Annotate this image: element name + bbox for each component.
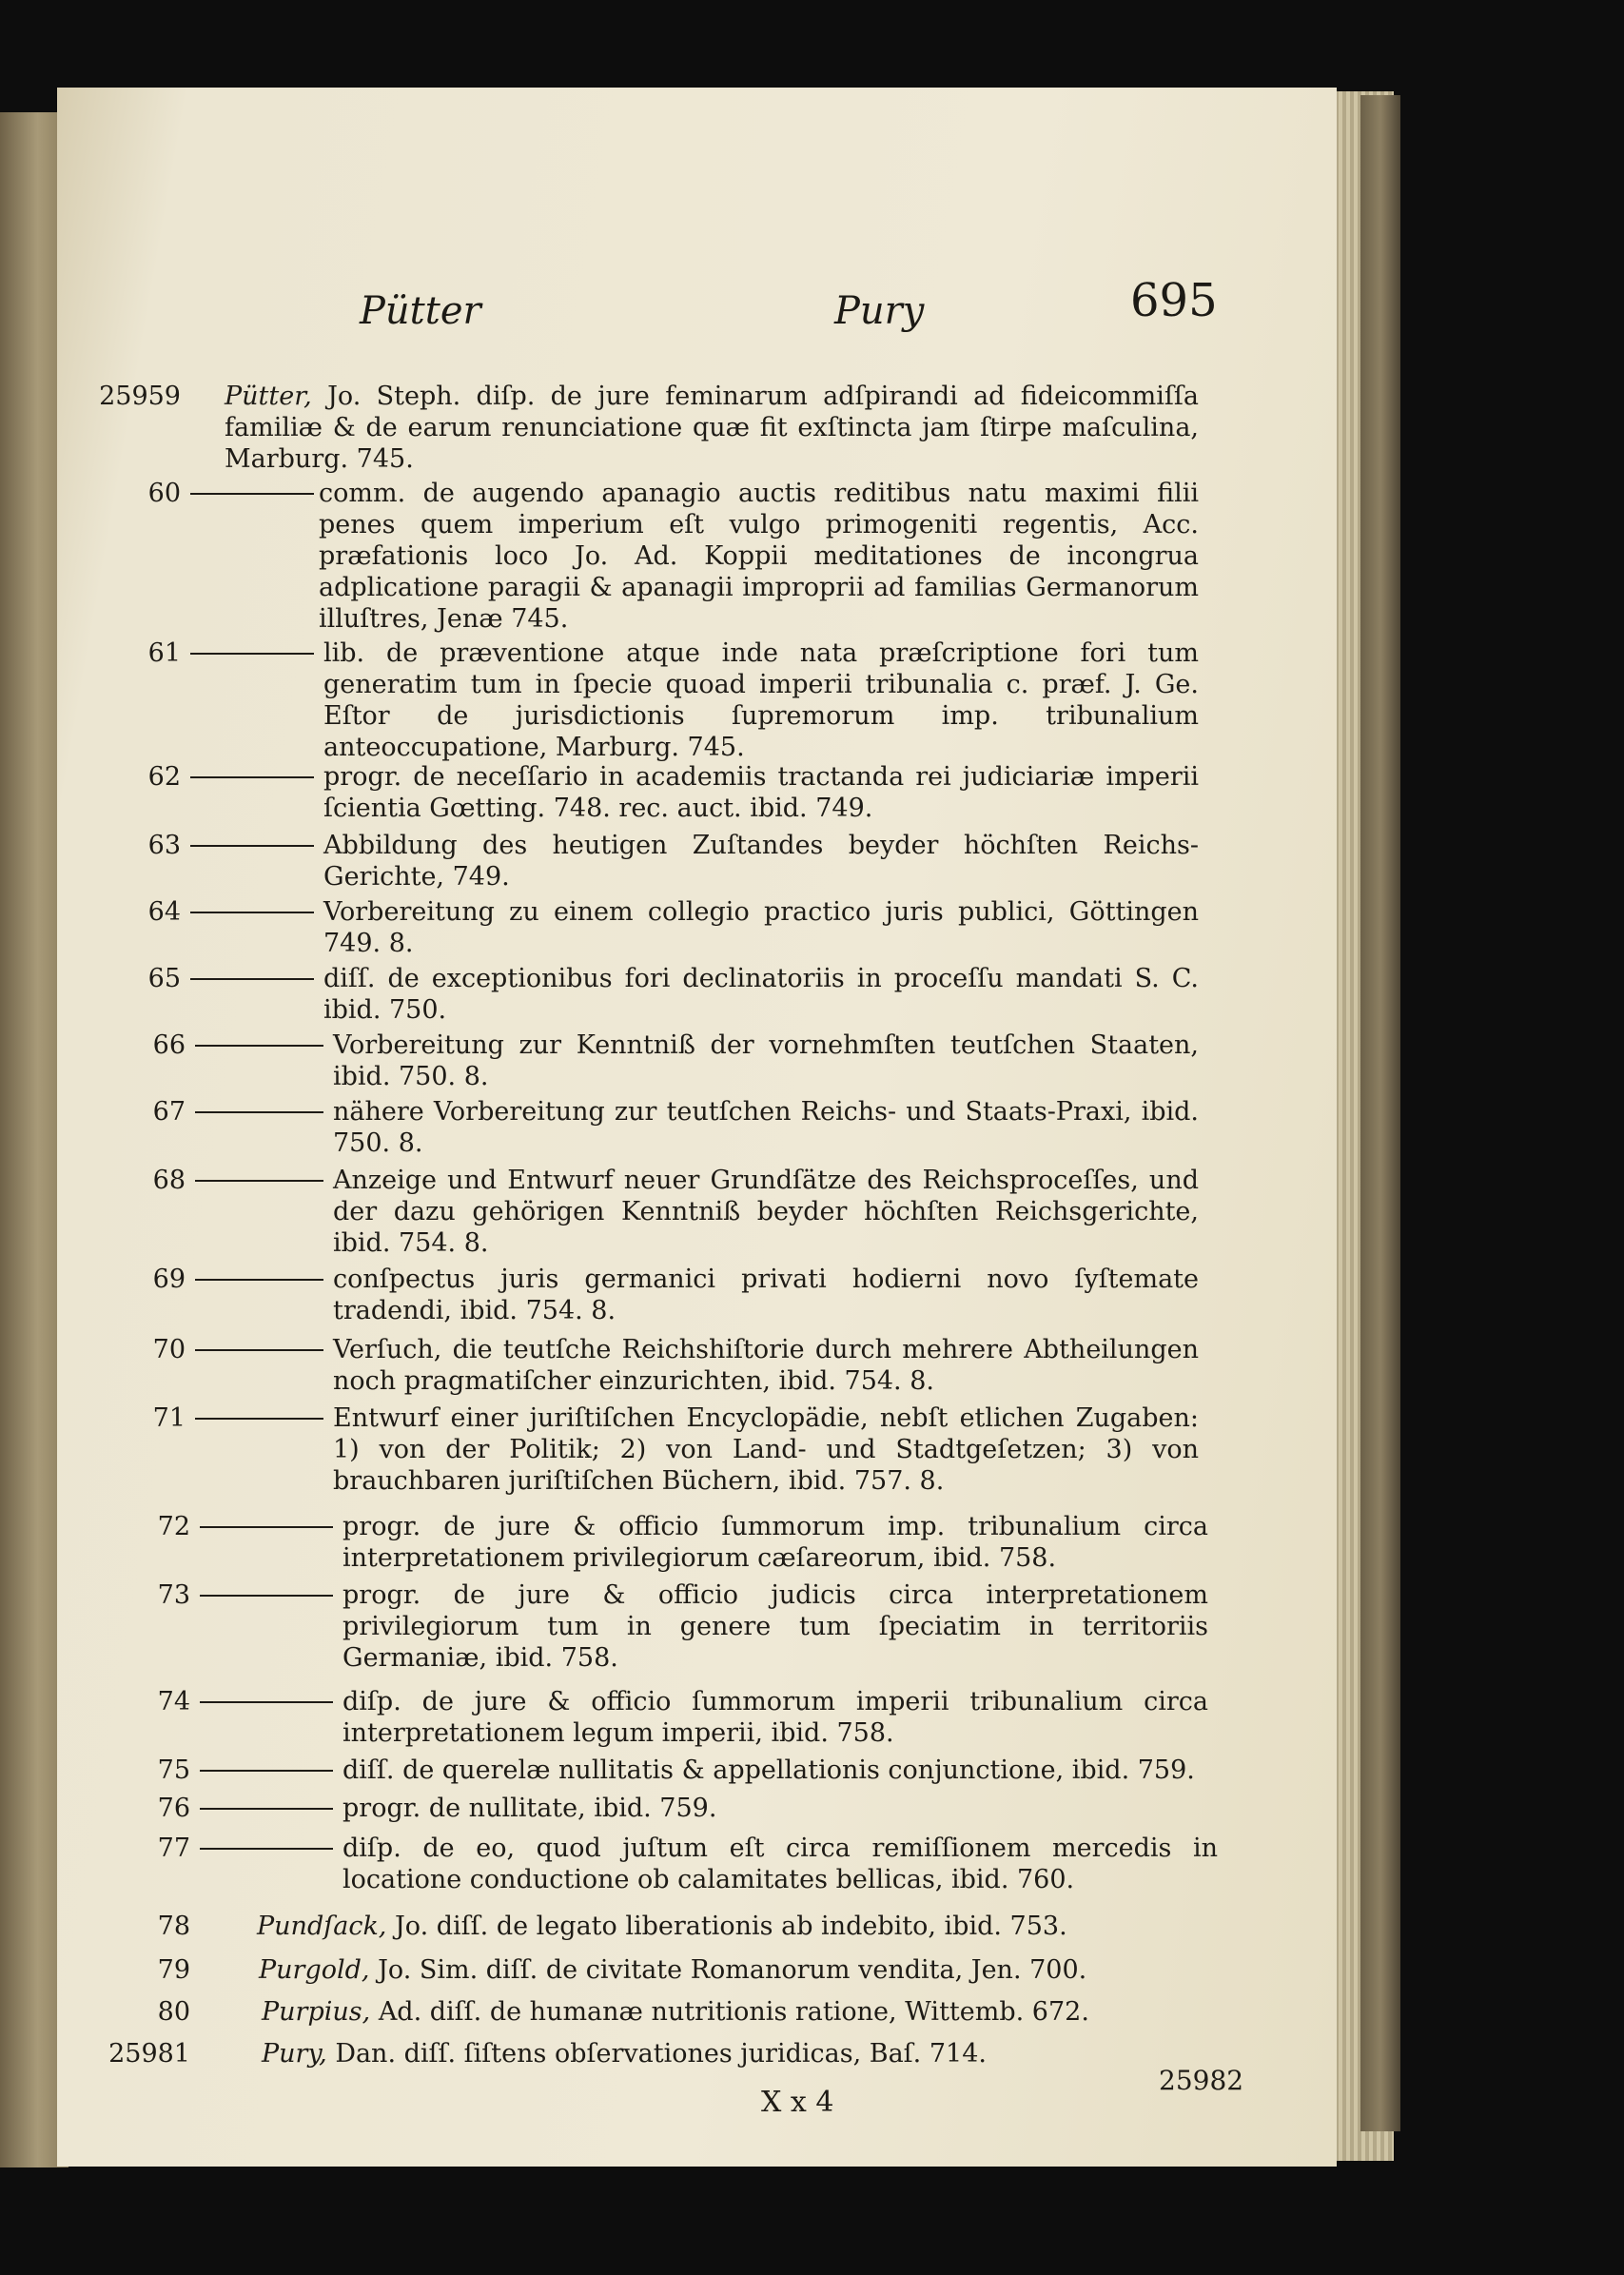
entry-number: 68 (152, 1166, 186, 1195)
entry-text (262, 2038, 1213, 2069)
ditto-dash (190, 912, 314, 913)
entry-body: diſp. de eo, quod juſtum eſt circa remiſſionem mercedis in locatione conductione ob calamitates bellicas, ibid. 760. (342, 1834, 1218, 1894)
entry-body: diſſ. de querelæ nullitatis & appellationis conjunctione, ibid. 759. (342, 1755, 1195, 1785)
entry-body: diſp. de jure & officio ſummorum imperii tribunalium circa interpretationem legum imperii, ibid. 758. (342, 1687, 1208, 1748)
entry-number: 67 (152, 1097, 186, 1127)
entry-number: 25959 (99, 382, 181, 411)
entry-body: progr. de jure & officio judicis circa interpretationem privilegiorum tum in genere tum ſpeciatim in territoriis Germaniæ, ibid. 758. (342, 1580, 1208, 1673)
entry-body: Ad. diſſ. de humanæ nutritionis ratione, Wittemb. 672. (378, 1997, 1089, 2027)
ditto-dash (190, 776, 314, 778)
entry-number: 73 (157, 1580, 190, 1610)
ditto-dash (200, 1701, 333, 1703)
entry-number: 75 (157, 1755, 190, 1785)
page-number: 695 (1130, 274, 1218, 327)
entry-author: Purgold, (259, 1955, 370, 1985)
entry-author: Pütter, (225, 382, 312, 411)
ditto-dash (195, 1180, 323, 1182)
entry-body: lib. de præventione atque inde nata præſcriptione fori tum generatim tum in ſpecie quoad imperii tribunalia c. præf. J. Ge. Eſtor de jurisdictionis ſupremorum imp. tribunalium anteoccupatione, Marburg. 745. (323, 638, 1199, 762)
entry-number: 61 (147, 638, 181, 668)
ditto-dash (190, 978, 314, 980)
entry-body: Anzeige und Entwurf neuer Grundſätze des Reichsproceſſes, und der dazu gehörigen Kenntniß beyder höchſten Reichsgerichte, ibid. 754. 8. (333, 1166, 1199, 1258)
entry-text (262, 1996, 1213, 2028)
entry-body: Vorbereitung zu einem collegio practico juris publici, Göttingen 749. 8. (323, 897, 1199, 958)
entry-number: 80 (157, 1997, 190, 2027)
entry-number: 76 (157, 1794, 190, 1823)
entry-number: 66 (152, 1030, 186, 1060)
ditto-dash (195, 1045, 323, 1047)
entry-body: Entwurf einer juriſtiſchen Encyclopädie, nebſt etlichen Zugaben: 1) von der Politik; 2) von Land- und Stadtgeſetzen; 3) von brauchbaren juriſtiſchen Büchern, ibid. 757. 8. (333, 1403, 1199, 1496)
book-cover (1360, 95, 1400, 2131)
entry-number: 71 (152, 1403, 186, 1433)
entry-number: 64 (147, 897, 181, 927)
catchword: 25982 (1159, 2065, 1244, 2096)
entry-body: comm. de augendo apanagio auctis reditibus natu maximi filii penes quem imperium eſt vulgo primogeniti regentis, Acc. præfationis loco Jo. Ad. Koppii meditationes de incongrua adplicatione paragii & apanagii improprii ad familias Germanorum illuſtres, Jenæ 745. (319, 479, 1199, 634)
entry-body: Jo. Sim. diſſ. de civitate Romanorum vendita, Jen. 700. (378, 1955, 1087, 1985)
entry-number: 25981 (108, 2039, 190, 2069)
entry-text (225, 381, 1199, 475)
entry-number: 63 (147, 831, 181, 860)
ditto-dash (200, 1848, 333, 1850)
entry-body: Jo. Steph. diſp. de jure feminarum adſpirandi ad fideicommiſſa familiæ & de earum renunciatione quæ fit exſtincta jam ſtirpe maſculina, Marburg. 745. (225, 382, 1199, 474)
entry-body: progr. de jure & officio ſummorum imp. tribunalium circa interpretationem privilegiorum cæſareorum, ibid. 758. (342, 1512, 1208, 1573)
entry-number: 70 (152, 1335, 186, 1364)
ditto-dash (195, 1279, 323, 1281)
entry-number: 72 (157, 1512, 190, 1541)
entry-number: 77 (157, 1834, 190, 1863)
ditto-dash (195, 1111, 323, 1113)
ditto-dash (200, 1808, 333, 1810)
entry-number: 74 (157, 1687, 190, 1716)
entry-body: Dan. diſſ. ſiſtens obſervationes juridicas, Baſ. 714. (335, 2039, 987, 2069)
entry-author: Pundſack, (257, 1912, 387, 1941)
entry-body: conſpectus juris germanici privati hodierni novo ſyſtemate tradendi, ibid. 754. 8. (333, 1265, 1199, 1325)
ditto-dash (200, 1526, 333, 1528)
entry-body: nähere Vorbereitung zur teutſchen Reichs- und Staats-Praxi, ibid. 750. 8. (333, 1097, 1199, 1158)
ditto-dash (190, 845, 314, 847)
ditto-dash (195, 1418, 323, 1420)
entry-number: 60 (147, 479, 181, 508)
entry-number: 79 (157, 1955, 190, 1985)
ditto-dash (190, 653, 314, 655)
signature-mark: X x 4 (761, 2086, 834, 2119)
entry-author: Purpius, (262, 1997, 371, 2027)
ditto-dash (195, 1349, 323, 1351)
entry-number: 65 (147, 964, 181, 993)
entry-body: Jo. diſſ. de legato liberationis ab indebito, ibid. 753. (394, 1912, 1067, 1941)
entry-body: progr. de neceſſario in academiis tractanda rei judiciariæ imperii ſcientia Gœtting. 748. rec. auct. ibid. 749. (323, 762, 1199, 823)
entry-number: 78 (157, 1912, 190, 1941)
entry-body: progr. de nullitate, ibid. 759. (342, 1794, 717, 1823)
ditto-dash (200, 1770, 333, 1772)
entry-body: Verſuch, die teutſche Reichshiſtorie durch mehrere Abtheilungen noch pragmatiſcher einzurichten, ibid. 754. 8. (333, 1335, 1199, 1396)
entry-author: Pury, (262, 2039, 327, 2069)
running-head-left: Pütter (360, 289, 481, 333)
ditto-dash (190, 493, 314, 495)
entry-text (257, 1911, 1208, 1942)
entry-text (259, 1954, 1210, 1986)
book-page (57, 88, 1337, 2167)
entry-number: 62 (147, 762, 181, 792)
entry-body: Vorbereitung zur Kenntniß der vornehmſten teutſchen Staaten, ibid. 750. 8. (333, 1030, 1199, 1091)
entry-body: Abbildung des heutigen Zuſtandes beyder höchſten Reichs-Gerichte, 749. (323, 831, 1199, 892)
running-head-center: Pury (834, 289, 925, 333)
entry-body: diſſ. de exceptionibus fori declinatoriis in proceſſu mandati S. C. ibid. 750. (323, 964, 1199, 1025)
entry-number: 69 (152, 1265, 186, 1294)
ditto-dash (200, 1595, 333, 1597)
